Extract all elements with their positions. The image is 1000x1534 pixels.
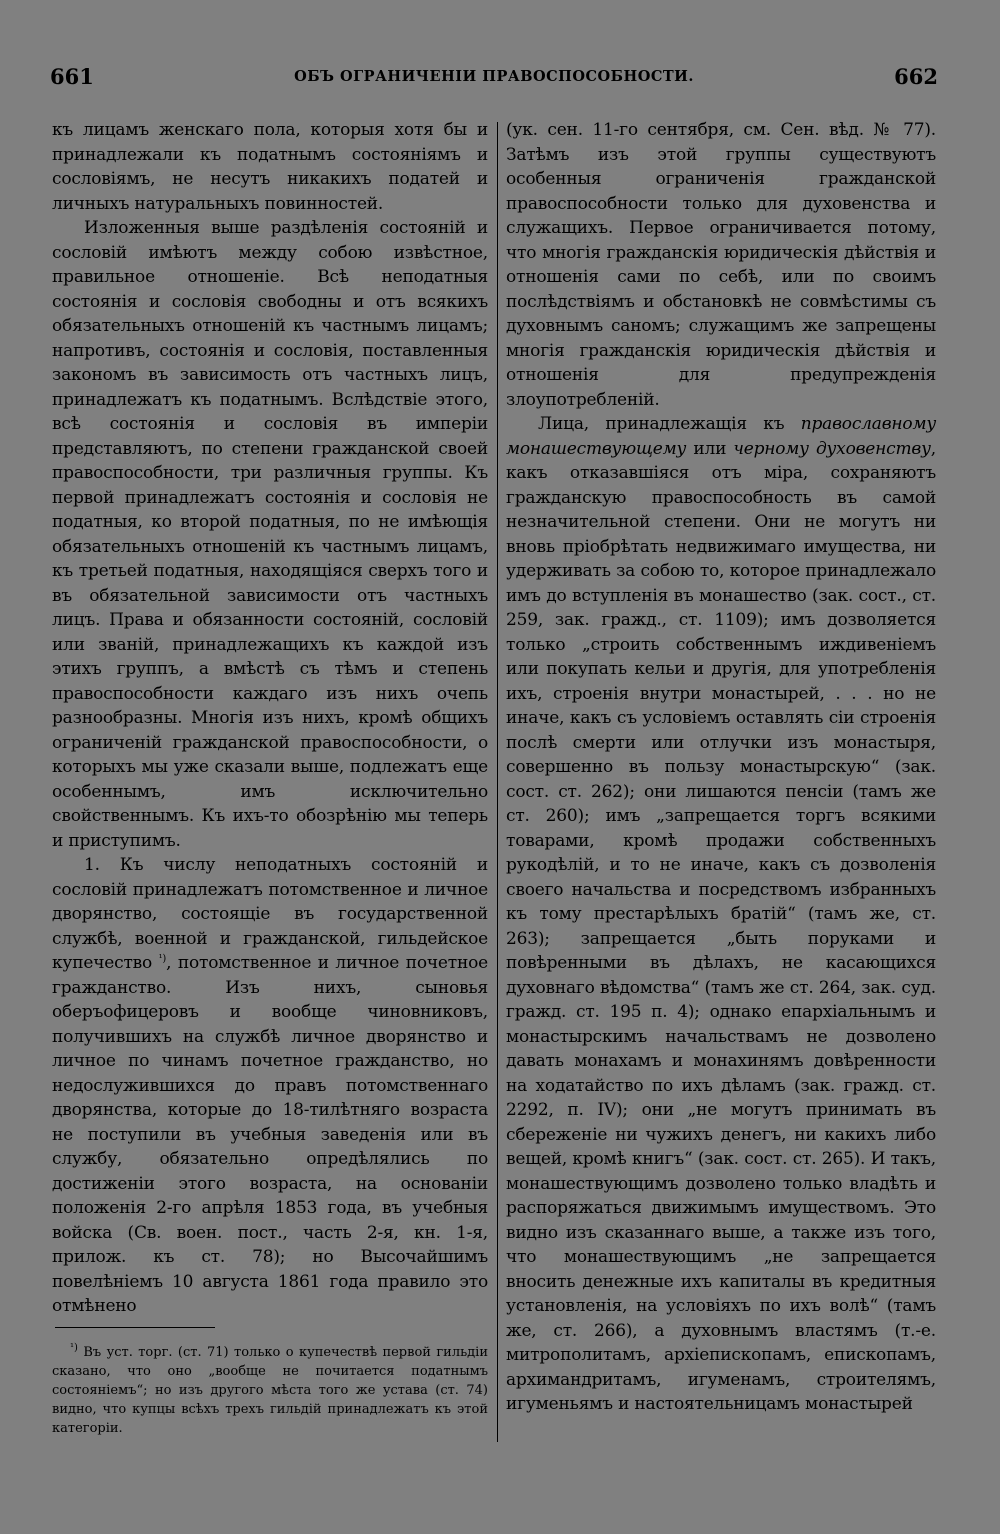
paragraph: (ук. сен. 11-го сентября, см. Сен. вѣд. № 77). Затѣмъ изъ этой группы существуютъ особенныя ограниченія гражданской правоспособности только для духовенства и служащихъ. Первое ограничивается потому, что многія гражданскія юридическія дѣйствія и отношенія сами по себѣ, или по своимъ послѣдствіямъ и обстановкѣ не совмѣстимы съ духовнымъ саномъ; служащимъ же запрещены многія гражданскія юридическія дѣйствія и отношенія для предупрежденія злоупотребленій. [506,120,936,410]
right-column [506,118,936,1417]
footnote-mark: ¹) [70,1342,78,1354]
left-column [52,118,488,1319]
footnote-reference[interactable]: ¹) [158,953,167,965]
running-title: ОБЪ ОГРАНИЧЕНІИ ПРАВОСПОСОБНОСТИ. [294,68,694,85]
paragraph [506,412,936,1417]
italic-term: православному монашествующему [506,414,936,459]
text-span: , какъ отказавшіяся отъ міра, сохраняютъ гражданскую правоспособность въ самой незначительной степени. Они не могутъ ни вновь пріобрѣтать недвижимаго имущества, ни удерживать за собою то, которое принадлежало имъ до вступленія въ монашество (зак. сост., ст. 259, зак. гражд., ст. 1109); имъ дозволяется только „строить собственнымъ иждивеніемъ или покупать кельи и другія, для употребленія ихъ, строенія внутри монастырей, . . . но не иначе, какъ съ условіемъ оставлять сіи строенія послѣ смерти или отлучки изъ монастыря, совершенно въ пользу монастырскую“ (зак. сост. ст. 262); они лишаются пенсіи (тамъ же ст. 260); имъ „запрещается торгъ всякими товарами, кромѣ продажи собственныхъ рукодѣлій, и то не иначе, какъ съ дозволенія своего начальства и посредствомъ избранныхъ къ тому престарѣлыхъ братій“ (тамъ же, ст. 263); запрещается „быть поруками и повѣренными въ дѣлахъ, не касающихся духовнаго вѣдомства“ (тамъ же ст. 264, зак. суд. гражд. ст. 195 п. 4); однако епархіальнымъ и монастырскимъ начальствамъ не дозволено давать монахамъ и монахинямъ довѣренности на ходатайство по ихъ дѣламъ (зак. гражд. ст. 2292, п. IV); они „не могутъ принимать въ сбереженіе ни чужихъ денегъ, ни какихъ либо вещей, кромѣ книгъ“ (зак. сост. ст. 265). И такъ, монашествующимъ дозволено только владѣть и распоряжаться движимымъ имуществомъ. Это видно изъ сказаннаго выше, а также изъ того, что монашествующимъ „не запрещается вносить денежные ихъ капиталы въ кредитныя установленія, на условіяхъ по ихъ волѣ“ (тамъ же, ст. 266), а духовнымъ властямъ (т.-е. митрополитамъ, архіепископамъ, епископамъ, архимандритамъ, игуменамъ, строителямъ, игуменьямъ и настоятельницамъ монастырей [506,438,936,1414]
paragraph: къ лицамъ женскаго пола, которыя хотя бы и принадлежали къ податнымъ состояніямъ и сословіямъ, не несутъ никакихъ податей и личныхъ натуральныхъ повинностей. [52,120,488,214]
text-span: 1. Къ числу неподатныхъ состояній и сословій принадлежатъ потомственное и личное дворянство, состоящіе въ государственной службѣ, военной и гражданской, гильдейское купечество [52,855,488,973]
footnote [52,1343,488,1438]
text-span: , потомственное и личное почетное гражданство. Изъ нихъ, сыновья оберъофицеровъ и вообще чиновниковъ, получившихъ на службѣ личное дворянство и личное по чинамъ почетное гражданство, но недослужившихся до правъ потомственнаго дворянства, которые до 18-тилѣтняго возраста не поступили въ учебныя заведенія или въ службу, обязательно опредѣлялись по достиженіи этого возраста, на основаніи положенія 2-го апрѣля 1853 года, въ учебныя войска (Св. воен. пост., часть 2-я, кн. 1-я, прилож. къ ст. 78); но Высочайшимъ повелѣніемъ 10 августа 1861 года правило это отмѣнено [52,953,488,1316]
paragraph: Изложенныя выше раздѣленія состояній и сословій имѣютъ между собою извѣстное, правильное отношеніе. Всѣ неподатныя состоянія и сословія свободны и отъ всякихъ обязательныхъ отношеній къ частнымъ лицамъ; напротивъ, состоянія и сословія, поставленныя закономъ въ зависимость отъ частныхъ лицъ, принадлежатъ къ податнымъ. Вслѣдствіе этого, всѣ состоянія и сословія въ имперіи представляютъ, по степени гражданской своей правоспособности, три различныя группы. Къ первой принадлежатъ состоянія и сословія не податныя, ко второй податныя, по не имѣющія обязательныхъ отношеній къ частнымъ лицамъ, къ третьей податныя, находящіяся сверхъ того и въ обязательной зависимости отъ частныхъ лицъ. Права и обязанности состояній, сословій или званій, принадлежащихъ къ каждой изъ этихъ группъ, а вмѣстѣ съ тѣмъ и степень правоспособности каждаго изъ нихъ очепь разнообразны. Многія изъ нихъ, кромѣ общихъ ограниченій гражданской правоспособности, о которыхъ мы уже сказали выше, подлежатъ еще особеннымъ, имъ исключительно свойственнымъ. Къ ихъ-то обозрѣнію мы теперь и приступимъ. [52,218,488,851]
page-number-left: 661 [50,64,94,89]
page-number-right: 662 [894,64,938,89]
running-header [50,64,938,94]
italic-term: черному духовенству [733,438,931,459]
paragraph [52,853,488,1319]
column-divider [497,122,498,1442]
text-span: или [686,438,734,459]
text-span: Лица, принадлежащія къ [538,414,801,434]
footnote-text: Въ уст. торг. (ст. 71) только о купечествѣ первой гильдіи сказано, что оно „вообще не почитается податнымъ состояніемъ“; но изъ другого мѣста того же устава (ст. 74) видно, что купцы всѣхъ трехъ гильдій принадлежатъ къ этой категоріи. [52,1345,488,1436]
footnote-rule [55,1327,215,1328]
